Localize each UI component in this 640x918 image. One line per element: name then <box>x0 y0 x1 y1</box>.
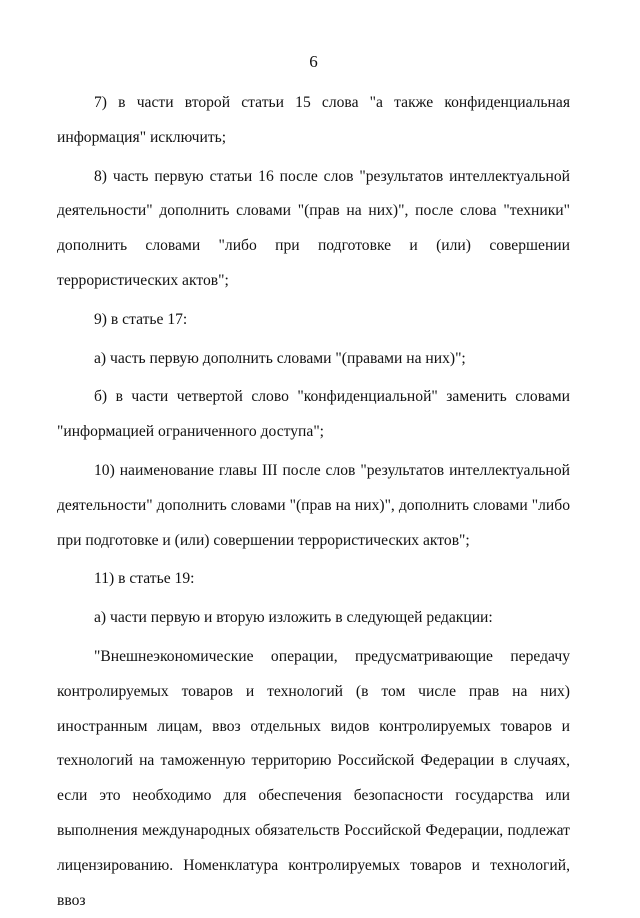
paragraph-item-10: 10) наименование главы III после слов "результатов интеллектуальной деятельности" дополнить словами "(прав на них)", дополнить словами "либо при подготовке и (или) совершении террористических актов"; <box>57 461 570 549</box>
page-number: 6 <box>309 52 318 71</box>
paragraph-item-9: 9) в статье 17: <box>94 310 188 328</box>
document-body <box>57 86 570 918</box>
paragraph-item-11: 11) в статье 19: <box>94 570 195 588</box>
paragraph-subitem-b: б) в части четвертой слово "конфиденциальной" заменить словами "информацией ограниченного доступа"; <box>57 388 570 441</box>
quoted-text: "Внешнеэкономические операции, предусматривающие передачу контролируемых товаров и технологий (в том числе прав на них) иностранным лицам, ввоз отдельных видов контролируемых товаров и технологий на таможенную территорию Российской Федерации в случаях, если это необходимо для обеспечения безопасности государства или выполнения международных обязательств Российской Федерации, подлежат лицензированию. Номенклатура контролируемых товаров и технологий, ввоз <box>57 647 570 909</box>
paragraph-subitem-a: а) часть первую дополнить словами "(правами на них)"; <box>94 349 466 367</box>
paragraph-subitem-a-2: а) части первую и вторую изложить в следующей редакции: <box>94 609 493 627</box>
paragraph-item-7: 7) в части второй статьи 15 слова "а также конфиденциальная информация" исключить; <box>57 94 570 146</box>
paragraph-item-8: 8) часть первую статьи 16 после слов "результатов интеллектуальной деятельности" дополнить словами "(прав на них)", после слова "техники" дополнить словами "либо при подготовке и (или) совершении террористических актов"; <box>57 167 570 289</box>
